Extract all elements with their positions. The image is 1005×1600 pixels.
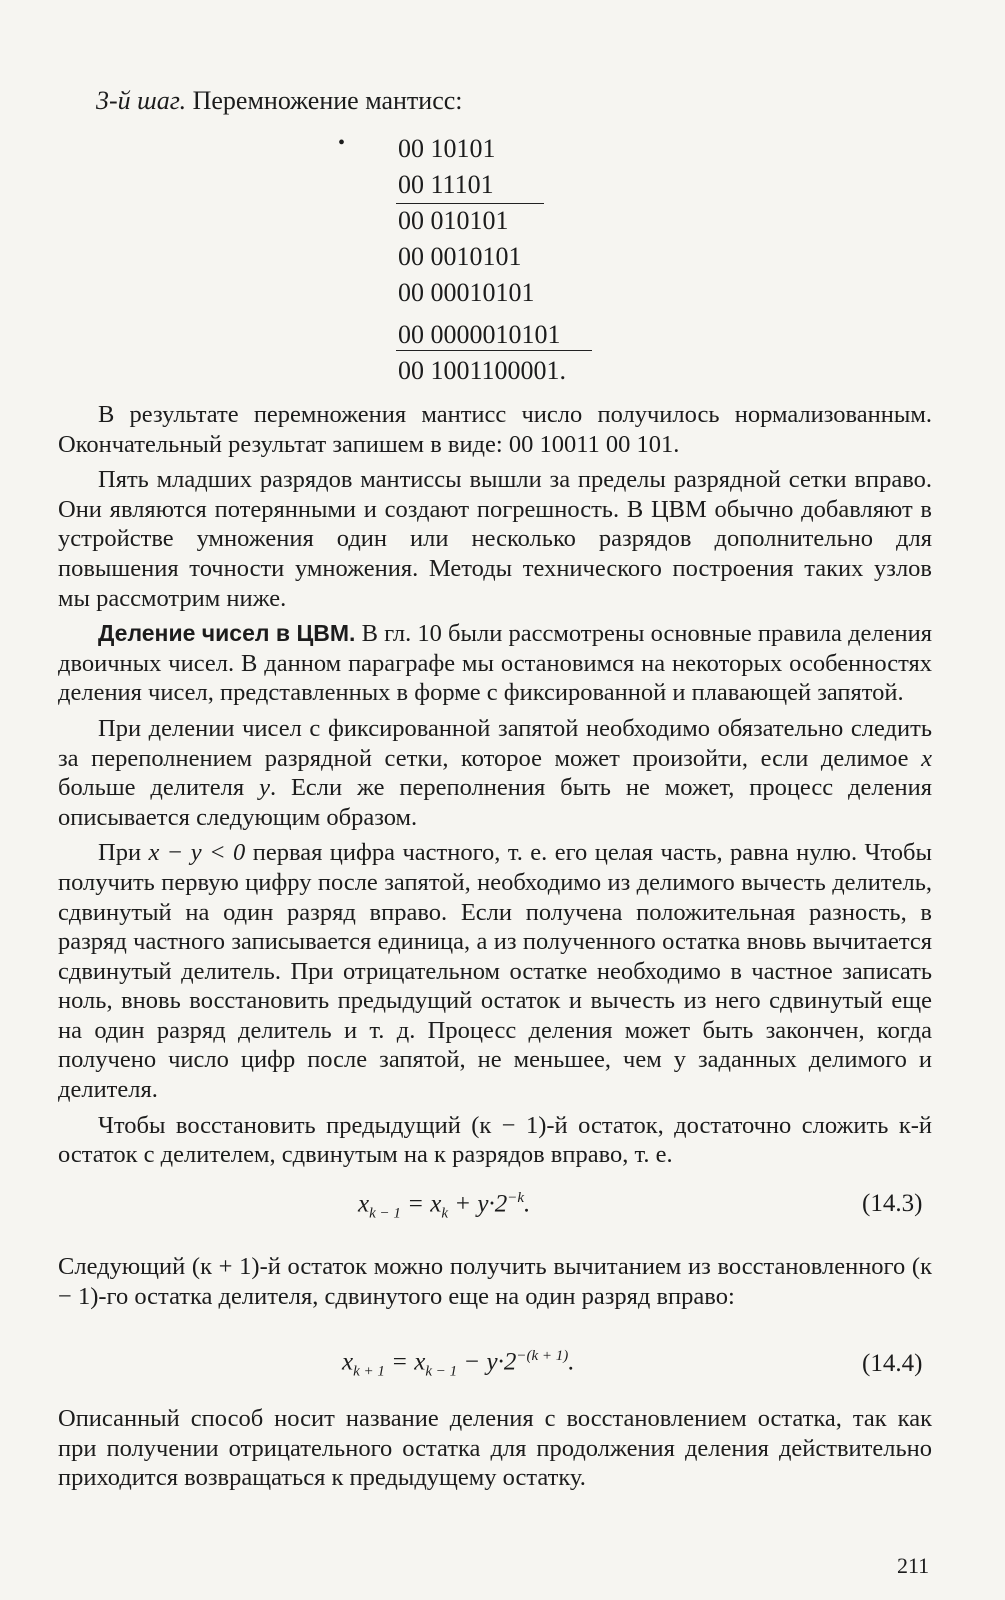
partial-product-2: 00 0010101 [398, 242, 522, 271]
step-label: 3-й шаг. [96, 86, 187, 115]
paragraph-lost-digits: Пять младших разрядов мантиссы вышли за пределы разрядной сетки вправо. Они являются потерянными и создают погрешность. В ЦВМ обычно добавляют в устройстве умножения один или несколько разрядов дополнительно для повышения точности умножения. Методы технического построения таких узлов мы рассмотрим ниже. [58, 466, 932, 612]
calc-rule-1 [396, 203, 544, 204]
text-block-2 [58, 1252, 932, 1317]
paragraph-result: В результате перемножения мантисс число получилось нормализованным. Окончательный результат запишем в виде: 00 10011 00 101. [58, 401, 932, 458]
paragraph-restore: Чтобы восстановить предыдущий (к − 1)-й остаток, достаточно сложить к-й остаток с делителем, сдвинутым на к разрядов вправо, т. е. [58, 1111, 932, 1169]
equation-number-14-4: (14.4) [862, 1350, 923, 1377]
calc-rule-2 [396, 350, 592, 351]
multiplier: 00 11101 [398, 170, 494, 199]
paragraph-fixed-point: При делении чисел с фиксированной запятой необходимо обязательно следить за переполнением разрядной сетки, которое может произойти, если делимое x больше делителя y. Если же переполнения быть не может, процесс деления описывается следующим образом. [58, 714, 932, 831]
equation-number-14-3: (14.3) [862, 1190, 923, 1217]
multiplicand: 00 10101 [398, 134, 496, 163]
product-result: 00 1001100001. [398, 356, 567, 385]
partial-product-1: 00 010101 [398, 206, 509, 235]
partial-product-4: 00 0000010101 [398, 320, 561, 349]
step-title: Перемножение мантисс: [186, 86, 463, 115]
section-title: Деление чисел в ЦВМ. [98, 620, 356, 647]
paragraph-next-remainder: Следующий (к + 1)-й остаток можно получить вычитанием из восстановленного (к − 1)-го остатка делителя, сдвинутого еще на один разряд вправо: [58, 1253, 932, 1310]
formula-14-4: $x_{k + 1} = x_{k - 1} - y\cdot 2^{-(k + 1)}$. [342, 1348, 575, 1380]
paragraph-division-intro: Деление чисел в ЦВМ. В гл. 10 были рассмотрены основные правила деления двоичных чисел. В данном параграфе мы остановимся на некоторых особенностях деления чисел, представленных в форме с фиксированной и плавающей запятой. [58, 620, 933, 707]
partial-product-3: 00 00010101 [398, 278, 535, 307]
page-number: 211 [897, 1553, 930, 1578]
text-block-3 [58, 1404, 932, 1499]
calc-mark: • [338, 132, 346, 154]
formula-14-3: $x_{k - 1} = x_k + y\cdot 2^{-k}$. [358, 1190, 531, 1222]
step-heading [96, 86, 463, 116]
paragraph-method-name: Описанный способ носит название деления с восстановлением остатка, так как при получении отрицательного остатка для продолжения деления действительно приходится возвращаться к предыдущему остатку. [58, 1405, 932, 1492]
paragraph-procedure: При x − y < 0 первая цифра частного, т. е. его целая часть, равна нулю. Чтобы получить первую цифру после запятой, необходимо из делимого вычесть делитель, сдвинутый на один разряд вправо. Если получена положительная разность, в разряд частного записывается единица, а из полученного остатка вновь вычитается сдвинутый делитель. При отрицательном остатке необходимо в частное записать ноль, вновь восстановить предыдущий остаток и вычесть из него сдвинутый еще на один разряд делитель и т. д. Процесс деления может быть закончен, когда получено число цифр после запятой, не меньшее, чем у заданных делимого и делителя. [58, 839, 932, 1104]
text-block-1 [58, 400, 932, 1176]
